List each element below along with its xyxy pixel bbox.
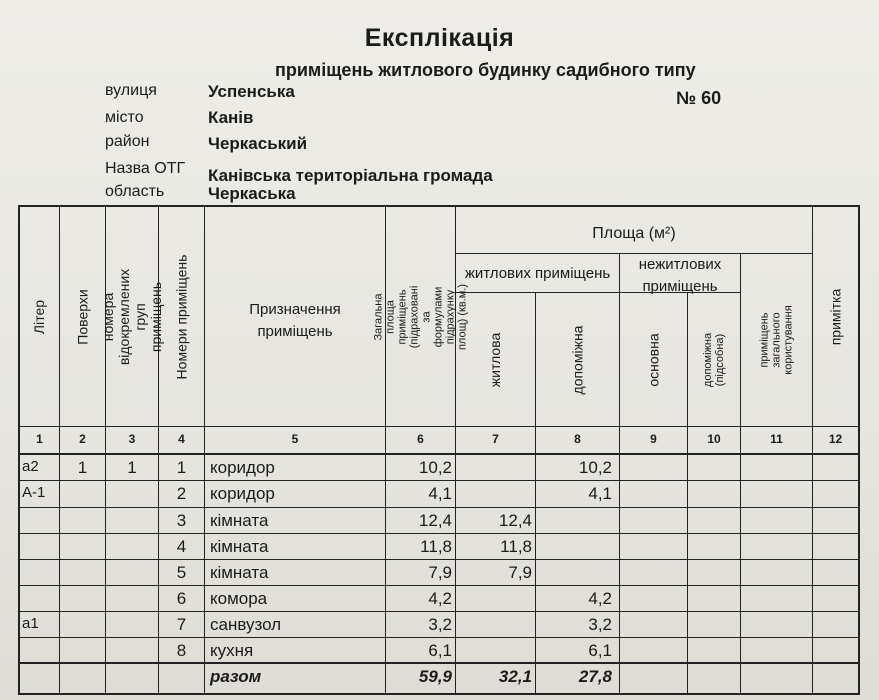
explication-table	[18, 205, 860, 695]
cell-floor: 1	[77, 458, 88, 477]
community-label: Назва ОТГ	[105, 160, 186, 177]
col-number: 5	[291, 432, 299, 446]
cell-purpose: санвузол	[210, 615, 282, 634]
district-label: район	[105, 133, 150, 150]
header-living: житлова	[487, 332, 504, 387]
cell-living-area: 11,8	[500, 537, 532, 556]
street-label: вулиця	[105, 82, 157, 99]
cell-purpose: комора	[210, 589, 268, 608]
cell-liter: а1	[22, 615, 39, 632]
cell-room-number: 6	[176, 589, 187, 608]
col-number: 2	[79, 432, 86, 446]
col-number: 11	[770, 432, 783, 446]
total-aux-sum: 27,8	[578, 667, 612, 686]
header-total-area: Загальна площа приміщень (підраховані за формулами підрахунку площ) (кв.м.)	[372, 283, 469, 350]
cell-room-number: 5	[176, 563, 187, 582]
cell-total-area: 11,8	[420, 537, 452, 556]
cell-purpose: кухня	[210, 641, 254, 660]
header-group-numbers: номера відокремлених груп приміщень	[100, 268, 164, 365]
cell-total-area: 6,1	[428, 641, 452, 660]
cell-room-number: 4	[176, 537, 187, 556]
header-non-residential: нежитлових приміщень	[638, 256, 722, 295]
cell-total-area: 3,2	[428, 615, 452, 634]
cell-purpose: кімната	[210, 537, 269, 556]
district-value: Черкаський	[208, 134, 308, 153]
cell-total-area: 10,2	[418, 458, 452, 477]
total-living-sum: 32,1	[498, 667, 532, 686]
header-residential: житлових приміщень	[464, 265, 611, 282]
col-number: 4	[178, 432, 185, 446]
cell-group: 1	[127, 458, 137, 477]
cell-living-area: 12,4	[498, 511, 532, 530]
city-value: Канів	[208, 108, 254, 127]
cell-room-number: 1	[176, 458, 187, 477]
col-number: 12	[828, 432, 843, 446]
cell-aux-area: 4,1	[588, 484, 612, 503]
col-number: 3	[128, 432, 136, 446]
cell-total-area: 7,9	[428, 563, 452, 582]
document-title: Експлікація	[364, 24, 515, 52]
col-number: 9	[650, 432, 657, 446]
cell-liter: А-1	[22, 484, 46, 501]
city-label: місто	[105, 109, 144, 126]
document-subtitle: приміщень житлового будинку садибного типу	[275, 60, 696, 80]
region-label: область	[105, 183, 165, 200]
header-liter: Літер	[31, 299, 48, 334]
cell-purpose: кімната	[210, 563, 269, 582]
cell-room-number: 3	[176, 511, 187, 530]
cell-room-number: 7	[176, 615, 187, 634]
header-purpose: Призначення приміщень	[249, 301, 341, 340]
cell-purpose: кімната	[210, 511, 269, 530]
col-number: 10	[707, 432, 721, 446]
cell-aux-area: 3,2	[588, 615, 612, 634]
cell-room-number: 8	[176, 641, 187, 660]
cell-room-number: 2	[176, 484, 187, 503]
cell-total-area: 4,1	[428, 484, 452, 503]
col-number: 7	[492, 432, 499, 446]
total-area-sum: 59,9	[418, 667, 452, 686]
header-main: основна	[645, 332, 662, 387]
cell-living-area: 7,9	[508, 563, 532, 582]
col-number: 1	[36, 432, 43, 446]
header-common-use: приміщень загального користування	[758, 305, 795, 375]
cell-aux-area: 10,2	[578, 458, 612, 477]
region-value: Черкаська	[208, 184, 296, 203]
street-value: Успенська	[208, 82, 295, 101]
col-number: 8	[574, 432, 581, 446]
cell-aux-area: 4,2	[588, 589, 612, 608]
cell-liter: а2	[22, 458, 39, 475]
cell-total-area: 12,4	[418, 511, 452, 530]
header-aux-nonres: допоміжна (підсобна)	[702, 332, 727, 387]
header-floors: Поверхи	[74, 288, 91, 345]
header-note: примітка	[827, 288, 844, 345]
header-room-numbers: Номери приміщень	[173, 254, 190, 379]
cell-total-area: 4,2	[428, 589, 452, 608]
cell-purpose: коридор	[210, 484, 275, 503]
total-label: разом	[210, 667, 262, 686]
header-area: Площа (м²)	[592, 225, 676, 242]
community-value: Канівська територіальна громада	[208, 166, 493, 185]
col-number: 6	[417, 432, 424, 446]
house-number: № 60	[676, 88, 722, 108]
cell-aux-area: 6,1	[588, 641, 612, 660]
cell-purpose: коридор	[210, 458, 275, 477]
header-auxiliary: допоміжна	[569, 325, 586, 394]
